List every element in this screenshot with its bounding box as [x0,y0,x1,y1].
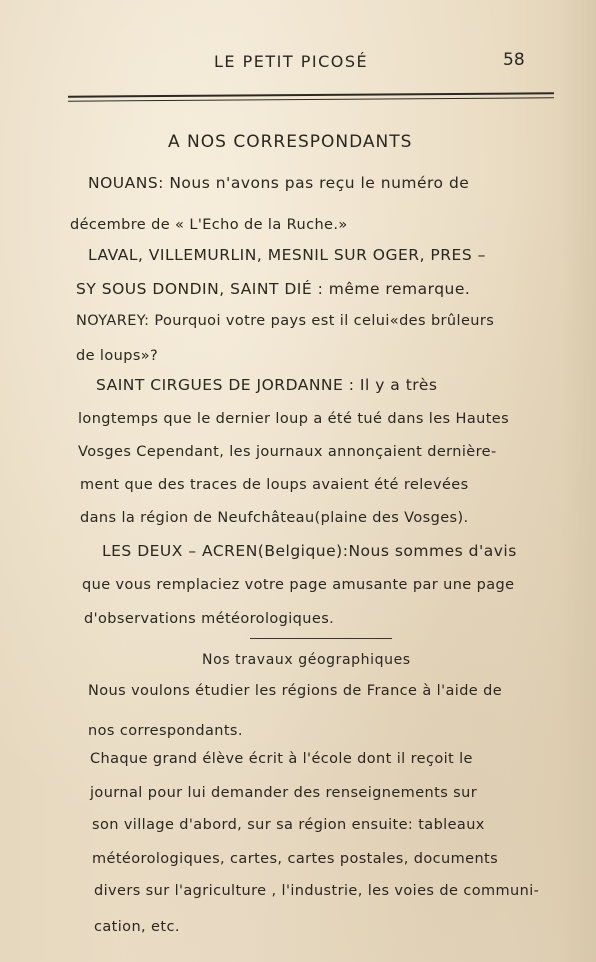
separator-rule [250,638,392,639]
subsection-title: Nos travaux géographiques [202,652,411,668]
text-line: divers sur l'agriculture , l'industrie, les voies de communi- [94,883,540,899]
text-line: journal pour lui demander des renseignements sur [90,785,478,801]
text-line: nos correspondants. [88,723,243,739]
journal-title: LE PETIT PICOSÉ [214,52,369,71]
text-line: Vosges Cependant, les journaux annonçaient dernière- [78,444,497,460]
text-line: décembre de « L'Echo de la Ruche.» [70,217,348,233]
page-edge-shadow [560,0,596,962]
text-line: que vous remplaciez votre page amusante par une page [82,577,515,593]
text-line: LES DEUX – ACREN(Belgique):Nous sommes d'avis [102,542,517,560]
text-line: NOUANS: Nous n'avons pas reçu le numéro de [88,174,470,192]
text-line: de loups»? [76,348,159,364]
text-line: Chaque grand élève écrit à l'école dont il reçoit le [90,751,473,767]
text-line: son village d'abord, sur sa région ensuite: tableaux [92,817,485,833]
header-rule [68,92,554,101]
text-line: NOYAREY: Pourquoi votre pays est il celui«des brûleurs [76,313,495,329]
text-line: météorologiques, cartes, cartes postales, documents [92,851,499,867]
text-line: SY SOUS DONDIN, SAINT DIÉ : même remarque. [76,280,471,298]
text-line: d'observations météorologiques. [84,611,335,627]
text-line: dans la région de Neufchâteau(plaine des Vosges). [80,510,469,526]
text-line: SAINT CIRGUES DE JORDANNE : Il y a très [96,376,438,394]
text-line: cation, etc. [94,919,180,935]
text-line: Nous voulons étudier les régions de France à l'aide de [88,683,503,699]
section-title: A NOS CORRESPONDANTS [168,132,413,152]
text-line: ment que des traces de loups avaient été relevées [80,477,469,493]
page-number: 58 [503,50,525,70]
running-head [0,52,596,76]
text-line: LAVAL, VILLEMURLIN, MESNIL SUR OGER, PRES – [88,246,486,264]
text-line: longtemps que le dernier loup a été tué dans les Hautes [78,411,510,427]
